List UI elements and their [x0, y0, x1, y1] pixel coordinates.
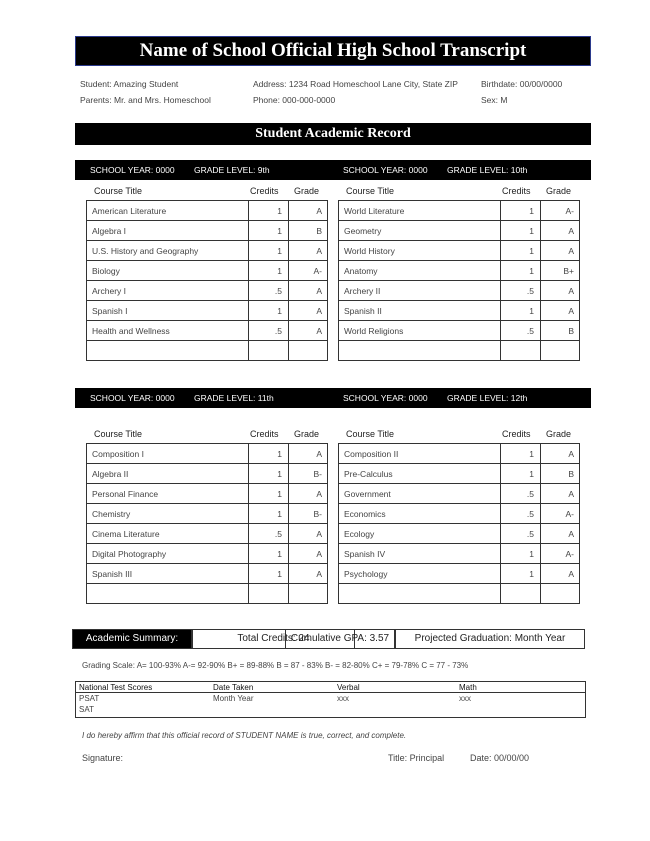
course-grade: A: [541, 524, 580, 544]
cumulative-gpa: Cumulative GPA: 3.57: [285, 629, 395, 649]
course-block-12th: [338, 425, 579, 604]
course-title: Archery II: [339, 281, 501, 301]
course-credits: 1: [501, 201, 541, 221]
course-title: Cinema Literature: [87, 524, 249, 544]
tests-header-date: Date Taken: [213, 683, 254, 692]
grade-level-11: GRADE LEVEL: 11th: [194, 393, 274, 403]
course-title: Government: [339, 484, 501, 504]
course-grade: A: [289, 484, 328, 504]
course-grade: A: [541, 564, 580, 584]
table-row: [339, 504, 580, 524]
phone: Phone: 000-000-0000: [253, 95, 336, 105]
tests-header-verbal: Verbal: [337, 683, 360, 692]
course-credits: .5: [501, 524, 541, 544]
course-title: Health and Wellness: [87, 321, 249, 341]
course-title: Spanish I: [87, 301, 249, 321]
sex: Sex: M: [481, 95, 508, 105]
course-title-header: Course Title: [94, 186, 143, 196]
course-grade: A: [289, 444, 328, 464]
course-title: [339, 341, 501, 361]
course-grade: A: [289, 241, 328, 261]
course-credits: .5: [249, 524, 289, 544]
table-row: [339, 261, 580, 281]
course-table: [338, 200, 580, 361]
test-math: xxx: [459, 694, 471, 703]
test-date: Month Year: [213, 694, 254, 703]
course-title: Geometry: [339, 221, 501, 241]
course-title: World Religions: [339, 321, 501, 341]
grade-level-10: GRADE LEVEL: 10th: [447, 165, 528, 175]
table-row: [339, 321, 580, 341]
tests-header-math: Math: [459, 683, 477, 692]
course-title: Spanish II: [339, 301, 501, 321]
course-credits: 1: [501, 564, 541, 584]
grade-header: Grade: [294, 429, 320, 439]
course-table-header: [338, 425, 579, 443]
parents-name: Parents: Mr. and Mrs. Homeschool: [80, 95, 211, 105]
course-credits: 1: [501, 241, 541, 261]
year-bar-bottom: [75, 388, 591, 408]
table-row: [87, 221, 328, 241]
summary-label: Academic Summary:: [72, 629, 192, 649]
grade-header: Grade: [546, 186, 572, 196]
tests-row-psat: [76, 693, 585, 704]
signer-title: Title: Principal: [388, 753, 445, 763]
table-row: [87, 261, 328, 281]
total-credits: Total Credits: 24: [192, 629, 355, 649]
table-row: [339, 524, 580, 544]
table-row: [87, 201, 328, 221]
grading-scale: Grading Scale: A= 100-93% A-= 92-90% B+ = 89-88% B = 87 - 83% B- = 82-80% C+ = 79-78% C = 77 - 73%: [82, 661, 469, 670]
course-credits: 1: [501, 261, 541, 281]
course-grade: [541, 341, 580, 361]
course-title: American Literature: [87, 201, 249, 221]
course-title: Algebra II: [87, 464, 249, 484]
table-row: [87, 524, 328, 544]
course-title: [339, 584, 501, 604]
course-title: U.S. History and Geography: [87, 241, 249, 261]
grade-level-12: GRADE LEVEL: 12th: [447, 393, 528, 403]
credits-header: Credits: [502, 186, 531, 196]
table-row: [339, 464, 580, 484]
course-credits: 1: [249, 564, 289, 584]
table-row: [339, 584, 580, 604]
credits-header: Credits: [250, 186, 279, 196]
course-grade: A-: [541, 201, 580, 221]
table-row: [87, 281, 328, 301]
course-credits: 1: [249, 544, 289, 564]
course-grade: A: [289, 321, 328, 341]
course-block-11th: [86, 425, 327, 604]
course-credits: .5: [249, 281, 289, 301]
table-row: [87, 444, 328, 464]
course-table: [338, 443, 580, 604]
course-title: Pre-Calculus: [339, 464, 501, 484]
table-row: [87, 301, 328, 321]
grade-header: Grade: [546, 429, 572, 439]
course-title: Economics: [339, 504, 501, 524]
course-title-header: Course Title: [346, 186, 395, 196]
table-row: [339, 564, 580, 584]
table-row: [339, 281, 580, 301]
course-credits: 1: [249, 221, 289, 241]
table-row: [87, 341, 328, 361]
course-title: Spanish III: [87, 564, 249, 584]
course-grade: A: [541, 241, 580, 261]
course-title: Composition II: [339, 444, 501, 464]
course-grade: B-: [289, 464, 328, 484]
course-grade: A: [541, 301, 580, 321]
table-row: [87, 241, 328, 261]
course-title: Anatomy: [339, 261, 501, 281]
test-name: PSAT: [79, 694, 100, 703]
course-credits: .5: [501, 484, 541, 504]
credits-header: Credits: [250, 429, 279, 439]
course-title: Algebra I: [87, 221, 249, 241]
section-title: Student Academic Record: [75, 123, 591, 145]
signature-label: Signature:: [82, 753, 124, 763]
birthdate: Birthdate: 00/00/0000: [481, 79, 563, 89]
course-title: World History: [339, 241, 501, 261]
credits-header: Credits: [502, 429, 531, 439]
course-credits: 1: [249, 464, 289, 484]
course-title: Biology: [87, 261, 249, 281]
course-grade: B-: [289, 504, 328, 524]
table-row: [339, 201, 580, 221]
course-credits: 1: [501, 221, 541, 241]
course-grade: A: [541, 484, 580, 504]
course-credits: 1: [501, 301, 541, 321]
transcript-title: Name of School Official High School Transcript: [75, 36, 591, 66]
table-row: [339, 544, 580, 564]
course-credits: 1: [501, 444, 541, 464]
course-credits: [501, 341, 541, 361]
course-grade: A: [289, 201, 328, 221]
table-row: [339, 341, 580, 361]
course-table-header: [86, 182, 327, 200]
course-credits: .5: [249, 321, 289, 341]
course-credits: 1: [249, 301, 289, 321]
course-grade: [289, 341, 328, 361]
course-credits: [249, 584, 289, 604]
course-grade: A: [541, 444, 580, 464]
course-credits: [249, 341, 289, 361]
course-block-10th: [338, 182, 579, 361]
course-credits: .5: [501, 504, 541, 524]
table-row: [87, 484, 328, 504]
table-row: [87, 564, 328, 584]
course-grade: A-: [541, 504, 580, 524]
course-credits: 1: [249, 444, 289, 464]
tests-header-name: National Test Scores: [79, 683, 153, 692]
course-credits: 1: [249, 484, 289, 504]
course-grade: A: [541, 281, 580, 301]
course-grade: A: [289, 564, 328, 584]
course-grade: A: [289, 281, 328, 301]
course-grade: B: [541, 321, 580, 341]
grade-header: Grade: [294, 186, 320, 196]
course-title-header: Course Title: [94, 429, 143, 439]
course-table: [86, 200, 328, 361]
tests-row-sat: [76, 704, 585, 715]
course-title: [87, 341, 249, 361]
table-row: [339, 241, 580, 261]
course-credits: 1: [249, 261, 289, 281]
school-year-10: SCHOOL YEAR: 0000: [343, 165, 428, 175]
affirmation-statement: I do hereby affirm that this official record of STUDENT NAME is true, correct, and complete.: [82, 731, 407, 740]
course-grade: A: [289, 301, 328, 321]
academic-summary: [72, 629, 585, 649]
course-title: [87, 584, 249, 604]
course-title-header: Course Title: [346, 429, 395, 439]
table-row: [87, 584, 328, 604]
course-title: Archery I: [87, 281, 249, 301]
table-row: [339, 301, 580, 321]
address: Address: 1234 Road Homeschool Lane City, State ZIP: [253, 79, 458, 89]
national-test-scores: [75, 681, 586, 718]
course-credits: [501, 584, 541, 604]
course-title: Spanish IV: [339, 544, 501, 564]
course-table-header: [86, 425, 327, 443]
test-verbal: xxx: [337, 694, 349, 703]
tests-header-row: [76, 682, 585, 693]
school-year-12: SCHOOL YEAR: 0000: [343, 393, 428, 403]
table-row: [87, 504, 328, 524]
year-bar-top: [75, 160, 591, 180]
school-year-9: SCHOOL YEAR: 0000: [90, 165, 175, 175]
course-table-header: [338, 182, 579, 200]
course-credits: .5: [501, 321, 541, 341]
course-title: Digital Photography: [87, 544, 249, 564]
course-grade: A: [289, 544, 328, 564]
course-block-9th: [86, 182, 327, 361]
test-name: SAT: [79, 705, 94, 714]
course-credits: 1: [249, 241, 289, 261]
table-row: [339, 444, 580, 464]
course-title: Ecology: [339, 524, 501, 544]
course-title: Personal Finance: [87, 484, 249, 504]
course-table: [86, 443, 328, 604]
course-grade: B: [289, 221, 328, 241]
table-row: [339, 221, 580, 241]
projected-graduation: Projected Graduation: Month Year: [395, 629, 585, 649]
table-row: [339, 484, 580, 504]
student-name: Student: Amazing Student: [80, 79, 179, 89]
course-credits: 1: [249, 504, 289, 524]
course-title: World Literature: [339, 201, 501, 221]
school-year-11: SCHOOL YEAR: 0000: [90, 393, 175, 403]
course-grade: A-: [289, 261, 328, 281]
course-credits: .5: [501, 281, 541, 301]
course-grade: A: [541, 221, 580, 241]
course-credits: 1: [501, 544, 541, 564]
course-grade: B+: [541, 261, 580, 281]
course-grade: A: [289, 524, 328, 544]
course-grade: [289, 584, 328, 604]
course-title: Chemistry: [87, 504, 249, 524]
signature-date: Date: 00/00/00: [470, 753, 530, 763]
course-credits: 1: [501, 464, 541, 484]
course-grade: [541, 584, 580, 604]
course-title: Psychology: [339, 564, 501, 584]
course-grade: A-: [541, 544, 580, 564]
course-title: Composition I: [87, 444, 249, 464]
course-credits: 1: [249, 201, 289, 221]
table-row: [87, 321, 328, 341]
table-row: [87, 544, 328, 564]
table-row: [87, 464, 328, 484]
grade-level-9: GRADE LEVEL: 9th: [194, 165, 270, 175]
course-grade: B: [541, 464, 580, 484]
